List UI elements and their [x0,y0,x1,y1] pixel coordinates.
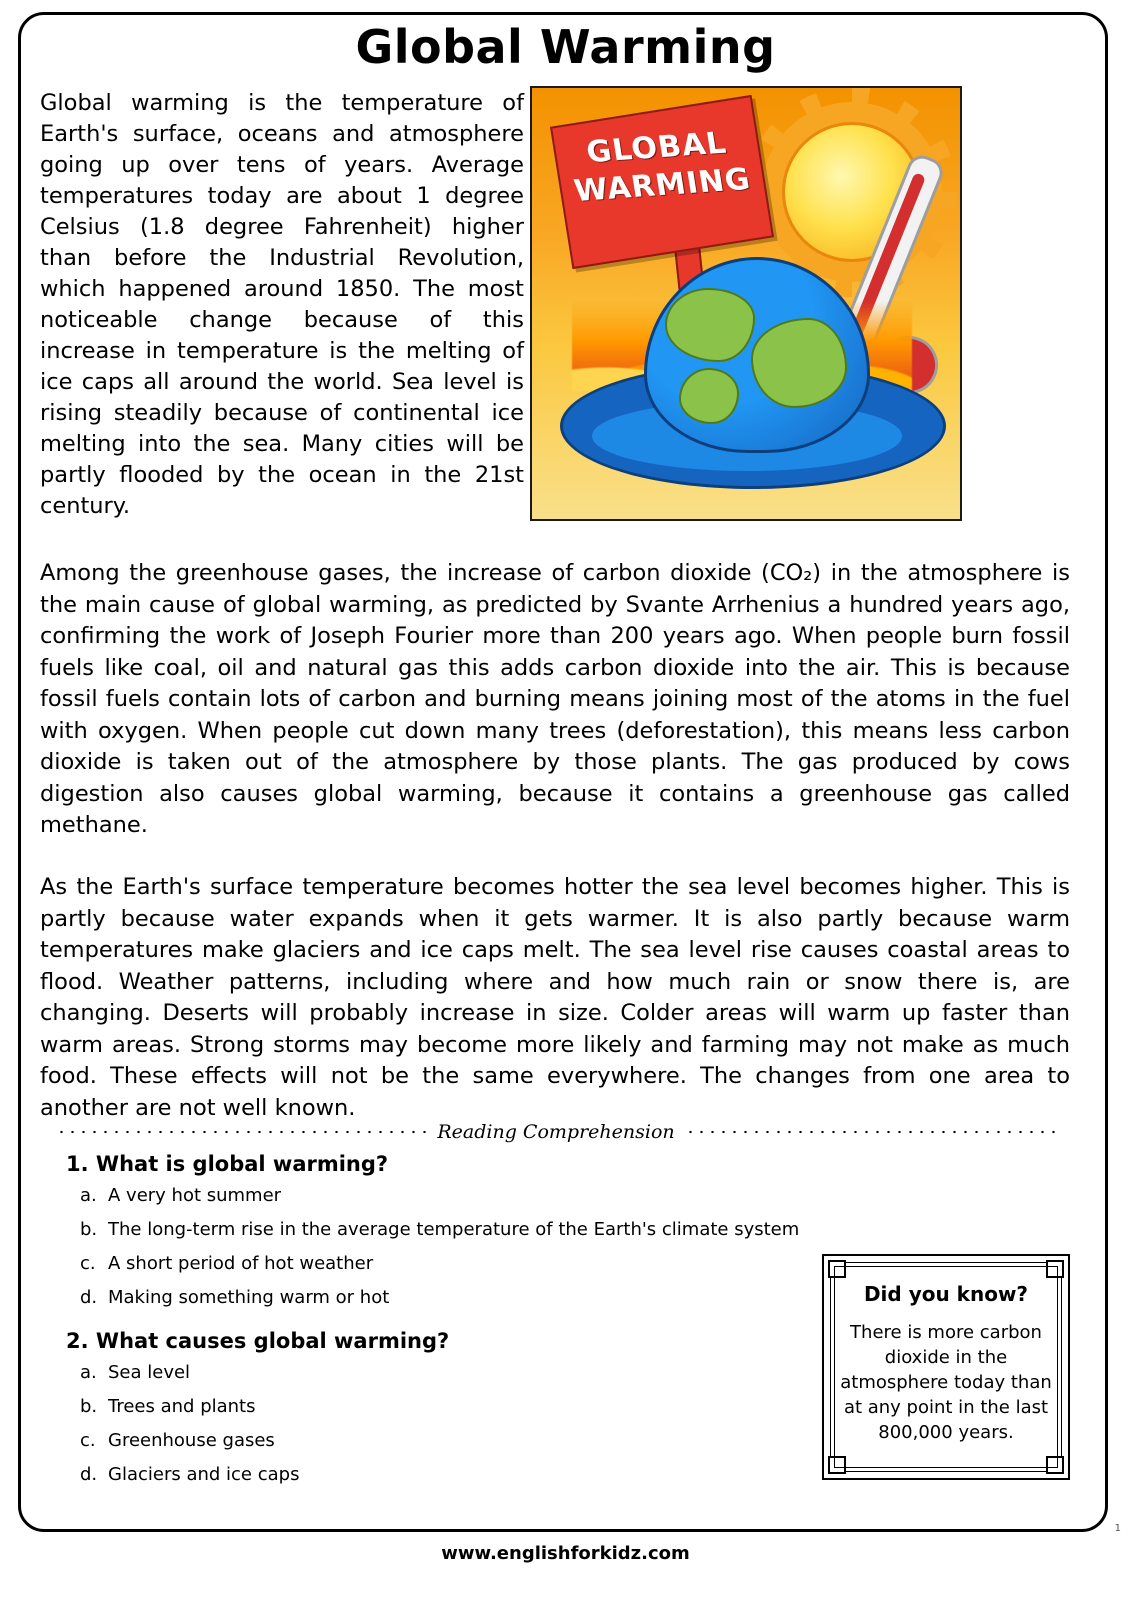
question-1-number: 1. [66,1152,89,1176]
question-1-option-c[interactable] [62,1252,822,1275]
option-letter: b. [80,1219,98,1240]
corner-ornament-top-right [1046,1260,1064,1278]
question-1-option-d[interactable] [62,1286,822,1309]
question-1-option-a[interactable] [62,1184,822,1207]
body-paragraph-2: As the Earth's surface temperature becomes hotter the sea level becomes higher. This is partly because water expands when it gets warmer. It is also partly because warm temperatures make glaciers and ice caps melt. The sea level rise causes coastal areas to flood. Weather patterns, including where and how much rain or snow there is, are changing. Deserts will probably increase in size. Colder areas will warm up faster than warm areas. Strong storms may become more likely and farming may not make as much food. These effects will not be the same everywhere. The changes from one area to another are not well known. [40,874,1070,1121]
option-letter: c. [80,1253,96,1274]
landmass-2 [751,318,847,408]
option-letter: d. [80,1287,98,1308]
question-2-text [62,1329,822,1353]
corner-ornament-bottom-left [828,1456,846,1474]
reading-comprehension-divider [56,1120,1056,1144]
question-1 [62,1152,822,1309]
dotted-rule-right [685,1130,1056,1134]
global-warming-sign [550,95,774,269]
question-2-option-b[interactable] [62,1395,822,1418]
option-letter: c. [80,1430,96,1451]
landmass-3 [679,368,739,424]
option-text: A short period of hot weather [108,1253,374,1274]
did-you-know-box [822,1254,1070,1480]
option-text: Glaciers and ice caps [108,1464,300,1485]
page-number: 1 [1114,1523,1121,1534]
question-2-option-d[interactable] [62,1463,822,1486]
option-letter: a. [80,1362,97,1383]
option-text: Trees and plants [108,1396,256,1417]
option-letter: d. [80,1464,98,1485]
dotted-rule-left [56,1130,427,1134]
option-text: Making something warm or hot [108,1287,390,1308]
option-text: Sea level [108,1362,191,1383]
option-text: Greenhouse gases [108,1430,275,1451]
option-text: A very hot summer [108,1185,282,1206]
corner-ornament-bottom-right [1046,1456,1064,1474]
body-paragraph-1: Among the greenhouse gases, the increase of carbon dioxide (CO₂) in the atmosphere is the main cause of global warming, as predicted by Svante Arrhenius a hundred years ago, confirming the work of Joseph Fourier more than 200 years ago. When people burn fossil fuels like coal, oil and natural gas this adds carbon dioxide into the air. This is because fossil fuels contain lots of carbon and burning means joining most of the atoms in the fuel with oxygen. When people cut down many trees (deforestation), this means less carbon dioxide is taken out of the atmosphere by those plants. The gas produced by cows digestion also causes global warming, because it contains a greenhouse gas called methane. [40,560,1070,838]
intro-paragraph: Global warming is the temperature of Earth's surface, oceans and atmosphere going up over tens of years. Average temperatures today are about 1 degree Celsius (1.8 degree Fahrenheit) higher than before the Industrial Revolution, which happened around 1850. The most noticeable change because of this increase in temperature is the melting of ice caps all around the world. Sea level is rising steadily because of continental ice melting into the sea. Many cities will be partly flooded by the ocean in the 21st century. [40,90,524,519]
sign-line-2: WARMING [571,162,754,209]
question-2 [62,1329,822,1486]
option-text: The long-term rise in the average temperature of the Earth's climate system [108,1219,800,1240]
global-warming-illustration [530,86,962,521]
corner-ornament-top-left [828,1260,846,1278]
did-you-know-body: There is more carbon dioxide in the atmosphere today than at any point in the last 800,000 years. [840,1322,1052,1443]
did-you-know-title: Did you know? [863,1282,1029,1306]
sign-line-1: GLOBAL [584,125,730,171]
landmass-1 [665,288,755,362]
option-letter: b. [80,1396,98,1417]
footer-url: www.englishforkidz.com [441,1543,690,1564]
question-1-prompt: What is global warming? [95,1152,389,1176]
question-2-option-c[interactable] [62,1429,822,1452]
question-2-option-a[interactable] [62,1361,822,1384]
section-label: Reading Comprehension [437,1121,675,1143]
option-letter: a. [80,1185,97,1206]
questions-list [62,1152,822,1498]
page-title: Global Warming [355,20,776,74]
question-2-number: 2. [66,1329,89,1353]
question-1-text [62,1152,822,1176]
question-1-option-b[interactable] [62,1218,822,1241]
question-2-prompt: What causes global warming? [95,1329,450,1353]
